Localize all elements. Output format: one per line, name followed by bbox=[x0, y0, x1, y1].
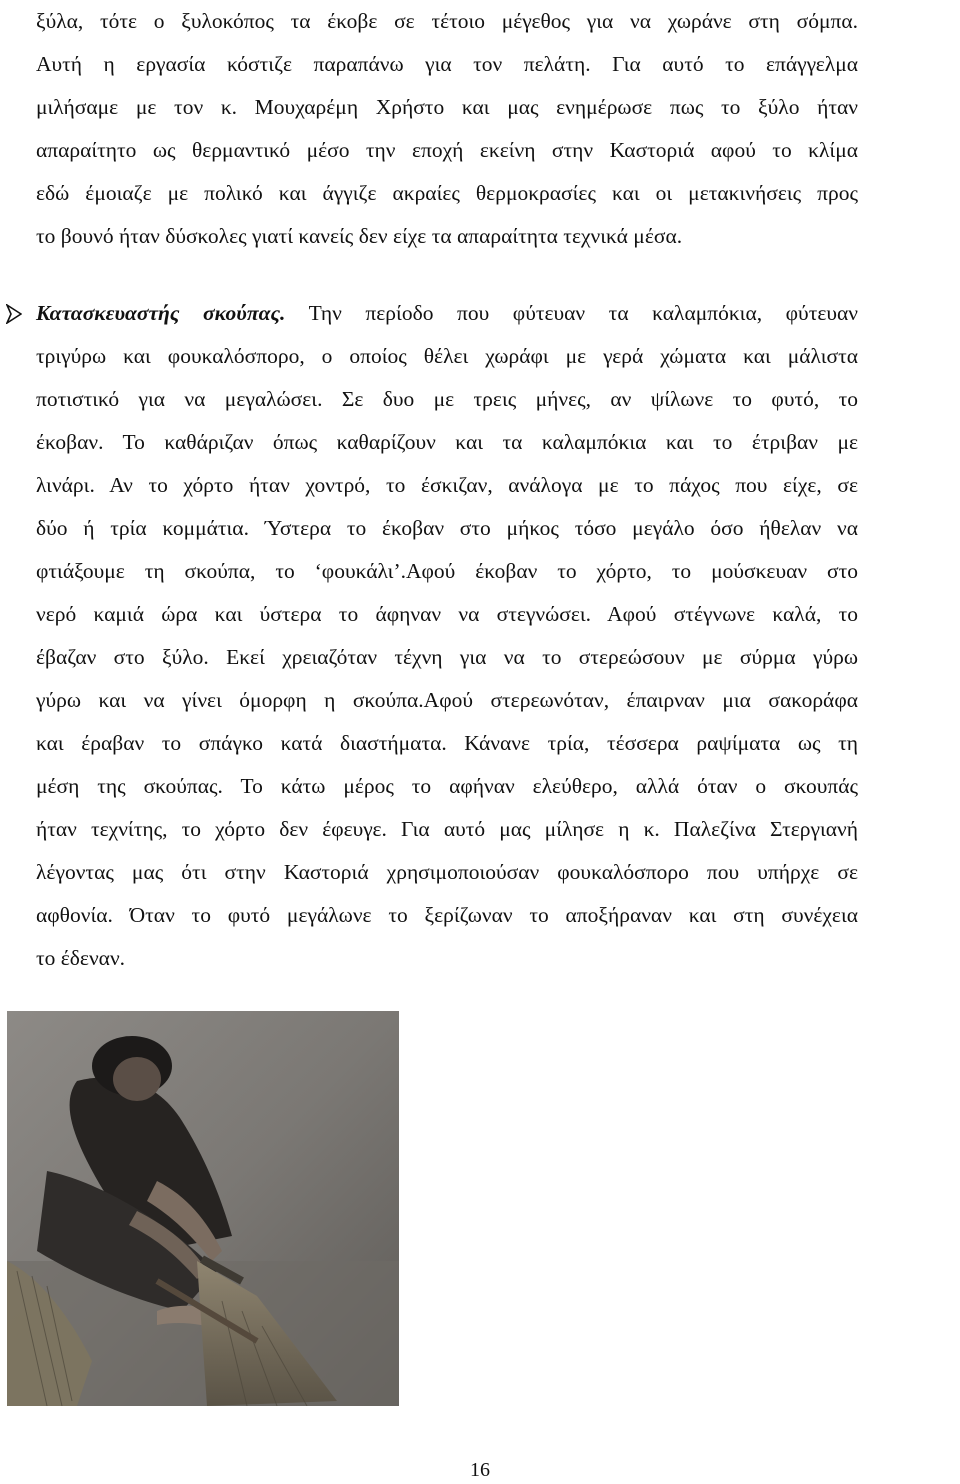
text-line: απαραίτητο ως θερμαντικό μέσο την εποχή εκείνη στην Καστοριά αφού το κλίμα bbox=[36, 138, 858, 162]
paragraph-woodcutter bbox=[36, 0, 858, 258]
text-line: δύο ή τρία κομμάτια. Ύστερα το έκοβαν στο μήκος τόσο μεγάλο όσο ήθελαν να bbox=[36, 516, 858, 540]
text-line: το έδεναν. bbox=[36, 946, 126, 970]
text-line: ποτιστικό για να μεγαλώσει. Σε δυο με τρεις μήνες, αν ψίλωνε το φυτό, το bbox=[36, 387, 858, 411]
text-line bbox=[36, 292, 858, 335]
text-line: ξύλα, τότε ο ξυλοκόπος τα έκοβε σε τέτοιο μέγεθος για να χωράνε στη σόμπα. bbox=[36, 9, 858, 33]
text-line: το βουνό ήταν δύσκολες γιατί κανείς δεν είχε τα απαραίτητα τεχνικά μέσα. bbox=[36, 224, 683, 248]
text-line: έβαζαν στο ξύλο. Εκεί χρειαζόταν τέχνη για να το στερεώσουν με σύρμα γύρω bbox=[36, 645, 858, 669]
text-line: ήταν τεχνίτης, το χόρτο δεν έφευγε. Για αυτό μας μίλησε η κ. Παλεζίνα Στεργιανή bbox=[36, 817, 858, 841]
text-line: λέγοντας μας ότι στην Καστοριά χρησιμοποιούσαν φουκαλόσπορο που υπήρχε σε bbox=[36, 860, 858, 884]
section-heading: Κατασκευαστής σκούπας. bbox=[36, 301, 286, 325]
text-line: νερό καμιά ώρα και ύστερα το άφηναν να στεγνώσει. Αφού στέγνωνε καλά, το bbox=[36, 602, 858, 626]
photo-woman-making-broom bbox=[7, 1011, 399, 1406]
text-line: φτιάξουμε τη σκούπα, το ‘φουκάλι’.Αφού έκοβαν το χόρτο, το μούσκευαν στο bbox=[36, 559, 858, 583]
text-line: αφθονία. Όταν το φυτό μεγάλωνε το ξερίζωναν το αποξήραναν και στη συνέχεια bbox=[36, 903, 858, 927]
text-line: Αυτή η εργασία κόστιζε παραπάνω για τον πελάτη. Για αυτό το επάγγελμα bbox=[36, 52, 858, 76]
text-line: εδώ έμοιαζε με πολικό και άγγιζε ακραίες θερμοκρασίες και οι μετακινήσεις προς bbox=[36, 181, 858, 205]
text-line: λινάρι. Αν το χόρτο ήταν χοντρό, το έσκιζαν, ανάλογα με το πάχος που είχε, σε bbox=[36, 473, 858, 497]
arrow-bullet-icon bbox=[6, 304, 22, 324]
text-line: γύρω και να γίνει όμορφη η σκούπα.Αφού στερεωνόταν, έπαιρναν μια σακοράφα bbox=[36, 688, 858, 712]
text-line: έκοβαν. Το καθάριζαν όπως καθαρίζουν και τα καλαμπόκια και το έτριβαν με bbox=[36, 430, 858, 454]
photo-illustration bbox=[7, 1011, 399, 1406]
text-line: και έραβαν το σπάγκο κατά διαστήματα. Κάνανε τρία, τέσσερα ραψίματα ως τη bbox=[36, 731, 858, 755]
page-number: 16 bbox=[470, 1459, 490, 1481]
text-line: μιλήσαμε με τον κ. Μουχαρέμη Χρήστο και μας ενημέρωσε πως το ξύλο ήταν bbox=[36, 95, 858, 119]
text-line: μέση της σκούπας. Το κάτω μέρος το αφήναν ελεύθερο, αλλά όταν ο σκουπάς bbox=[36, 774, 858, 798]
paragraph-broom-maker bbox=[36, 292, 858, 980]
text-line: τριγύρω και φουκαλόσπορο, ο οποίος θέλει χωράφι με γερά χώματα και μάλιστα bbox=[36, 344, 858, 368]
heading-continuation: Την περίοδο που φύτευαν τα καλαμπόκια, φύτευαν bbox=[285, 301, 858, 325]
